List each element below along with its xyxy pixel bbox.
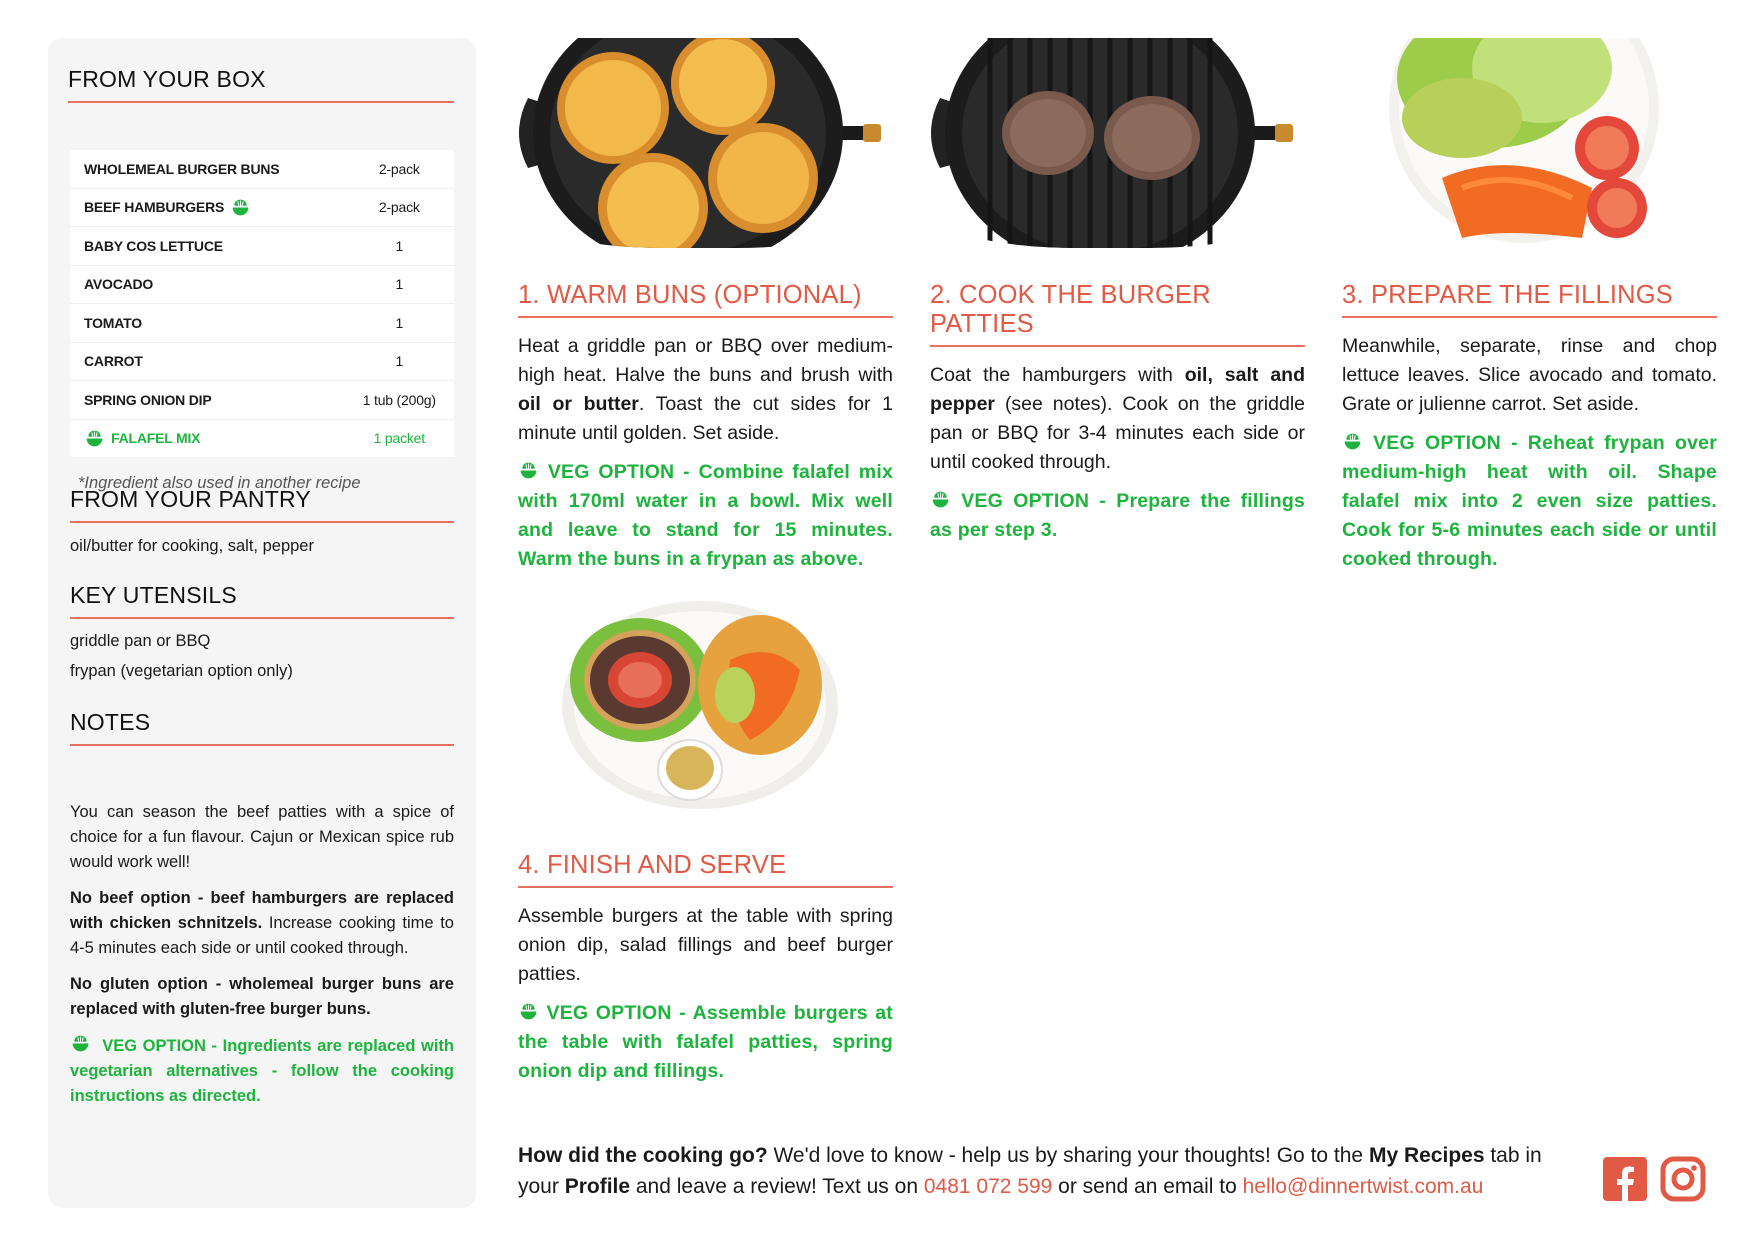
step-bold: oil or butter <box>518 393 639 415</box>
plated-burger-image <box>560 600 840 810</box>
my-recipes-label: My Recipes <box>1368 1144 1485 1167</box>
ingredient-name <box>70 276 345 292</box>
facebook-icon[interactable] <box>1602 1156 1648 1202</box>
step-body <box>518 332 893 448</box>
ingredient-qty: 1 <box>395 314 404 331</box>
ingredient-row <box>70 266 454 305</box>
pantry-text: oil/butter for cooking, salt, pepper <box>70 537 314 555</box>
step-veg-option <box>1342 429 1717 574</box>
utensils-heading: KEY UTENSILS <box>70 582 454 619</box>
ingredient-name <box>70 161 345 177</box>
footer-text: We'd love to know - help us by sharing your thoughts! Go to the <box>767 1144 1369 1167</box>
notes-bold: No beef option - beef hamburgers are replaced with chicken schnitzels. <box>70 889 454 932</box>
step-veg-text: VEG OPTION - Combine falafel mix with 170ml water in a bowl. Mix well and leave to stand for 15 minutes. Warm the buns in a frypan as above. <box>518 461 894 570</box>
step-text: Assemble burgers at the table with spring onion dip, salad fillings and beef burger patties. <box>518 905 893 985</box>
ingredient-qty: 1 packet <box>373 430 425 447</box>
step-body <box>518 902 893 989</box>
instagram-icon[interactable] <box>1660 1156 1706 1202</box>
step-title: 3. PREPARE THE FILLINGS <box>1342 281 1717 318</box>
ingredient-name <box>70 353 345 369</box>
ingredient-row <box>70 304 454 343</box>
notes-body <box>70 800 454 1120</box>
utensil-item: griddle pan or BBQ <box>70 632 211 650</box>
email-link[interactable]: hello@dinnertwist.com.au <box>1242 1175 1484 1198</box>
veg-leaf-icon <box>930 489 951 510</box>
ingredient-name <box>70 238 345 254</box>
notes-veg-text: VEG OPTION - Ingredients are replaced with vegetarian alternatives - follow the cooking instructions as directed. <box>70 1037 454 1105</box>
notes-veg-option <box>70 1033 454 1109</box>
ingredient-label: CARROT <box>84 353 143 370</box>
notes-paragraph <box>70 886 454 961</box>
plate-of-fillings-image <box>1342 38 1706 248</box>
step-text: . Toast the cut sides for 1 minute until golden. Set aside. <box>518 393 893 444</box>
footer-text: or send an email to <box>1052 1175 1243 1198</box>
ingredient-name <box>70 392 345 408</box>
step-3 <box>1342 281 1717 574</box>
step-text: Coat the hamburgers with <box>930 364 1185 386</box>
step-text: Heat a griddle pan or BBQ over medium-high heat. Halve the buns and brush with <box>518 335 893 386</box>
ingredient-label: BABY COS LETTUCE <box>84 237 223 254</box>
step-2 <box>930 281 1305 545</box>
notes-paragraph: You can season the beef patties with a spice of choice for a fun flavour. Cajun or Mexican spice rub would work well! <box>70 803 454 871</box>
ingredient-row <box>70 227 454 266</box>
sidebar-panel <box>48 38 476 1208</box>
griddle-pan-with-patties-image <box>930 38 1294 248</box>
notes-text: Increase cooking time to 4-5 minutes each side or until cooked through. <box>70 914 454 957</box>
ingredient-qty: 1 <box>395 237 404 254</box>
phone-link[interactable]: 0481 072 599 <box>923 1175 1053 1198</box>
box-heading: FROM YOUR BOX <box>68 66 454 103</box>
ingredient-row <box>70 381 454 420</box>
notes-heading: NOTES <box>70 709 454 746</box>
ingredient-name <box>70 197 345 218</box>
step-veg-option <box>930 487 1305 545</box>
feedback-footer <box>518 1140 1578 1202</box>
ingredient-label: BEEF HAMBURGERS <box>84 199 225 216</box>
step-body <box>930 361 1305 477</box>
step-veg-option <box>518 458 893 574</box>
ingredient-label: SPRING ONION DIP <box>84 391 212 408</box>
ingredient-row <box>70 150 454 189</box>
step-title: 2. COOK THE BURGER PATTIES <box>930 281 1305 347</box>
step-4 <box>518 851 893 1086</box>
ingredient-label: AVOCADO <box>84 276 154 293</box>
utensil-item: frypan (vegetarian option only) <box>70 662 293 680</box>
step-1 <box>518 281 893 574</box>
footer-text: and leave a review! Text us on <box>630 1175 924 1198</box>
step-title: 4. FINISH AND SERVE <box>518 851 893 888</box>
ingredient-qty: 2-pack <box>378 160 420 177</box>
ingredient-label: TOMATO <box>84 314 142 331</box>
veg-leaf-icon <box>230 197 251 218</box>
veg-leaf-icon <box>518 1001 539 1022</box>
veg-leaf-icon <box>70 1033 91 1054</box>
ingredient-label: WHOLEMEAL BURGER BUNS <box>84 160 280 177</box>
pantry-heading: FROM YOUR PANTRY <box>70 486 454 523</box>
ingredient-qty: 2-pack <box>378 199 420 216</box>
feedback-question: How did the cooking go? <box>518 1144 768 1167</box>
ingredient-row <box>70 420 454 459</box>
veg-leaf-icon <box>518 460 539 481</box>
step-bold: oil, salt and pepper <box>930 364 1305 415</box>
step-title: 1. WARM BUNS (OPTIONAL) <box>518 281 893 318</box>
ingredient-qty: 1 <box>395 276 404 293</box>
step-body <box>1342 332 1717 419</box>
step-veg-option <box>518 999 893 1086</box>
veg-leaf-icon <box>1342 431 1363 452</box>
step-veg-text: VEG OPTION - Reheat frypan over medium-high heat with oil. Shape falafel mix into 2 even size patties. Cook for 5-6 minutes each side or until cooked through. <box>1342 432 1717 570</box>
step-veg-text: VEG OPTION - Prepare the fillings as per step 3. <box>930 490 1306 541</box>
step-veg-text: VEG OPTION - Assemble burgers at the table with falafel patties, spring onion dip and fillings. <box>518 1002 894 1082</box>
ingredient-row <box>70 343 454 382</box>
step-text: (see notes). Cook on the griddle pan or BBQ for 3-4 minutes each side or until cooked through. <box>930 393 1305 473</box>
notes-paragraph <box>70 972 454 1022</box>
step-text: Meanwhile, separate, rinse and chop lettuce leaves. Slice avocado and tomato. Grate or julienne carrot. Set aside. <box>1342 335 1717 415</box>
footer-text: tab in your <box>518 1144 1542 1198</box>
ingredient-table <box>70 150 454 458</box>
profile-label: Profile <box>564 1175 631 1198</box>
ingredient-qty: 1 tub (200g) <box>362 391 436 408</box>
ingredient-name <box>70 315 345 331</box>
ingredient-name <box>70 428 345 449</box>
ingredient-note: *Ingredient also used in another recipe <box>78 474 361 492</box>
ingredient-label: FALAFEL MIX <box>111 430 201 447</box>
griddle-pan-with-buns-image <box>518 38 882 248</box>
notes-bold: No gluten option - wholemeal burger buns are replaced with gluten-free burger buns. <box>70 975 454 1018</box>
veg-leaf-icon <box>84 428 105 449</box>
ingredient-row <box>70 189 454 228</box>
ingredient-qty: 1 <box>395 353 404 370</box>
